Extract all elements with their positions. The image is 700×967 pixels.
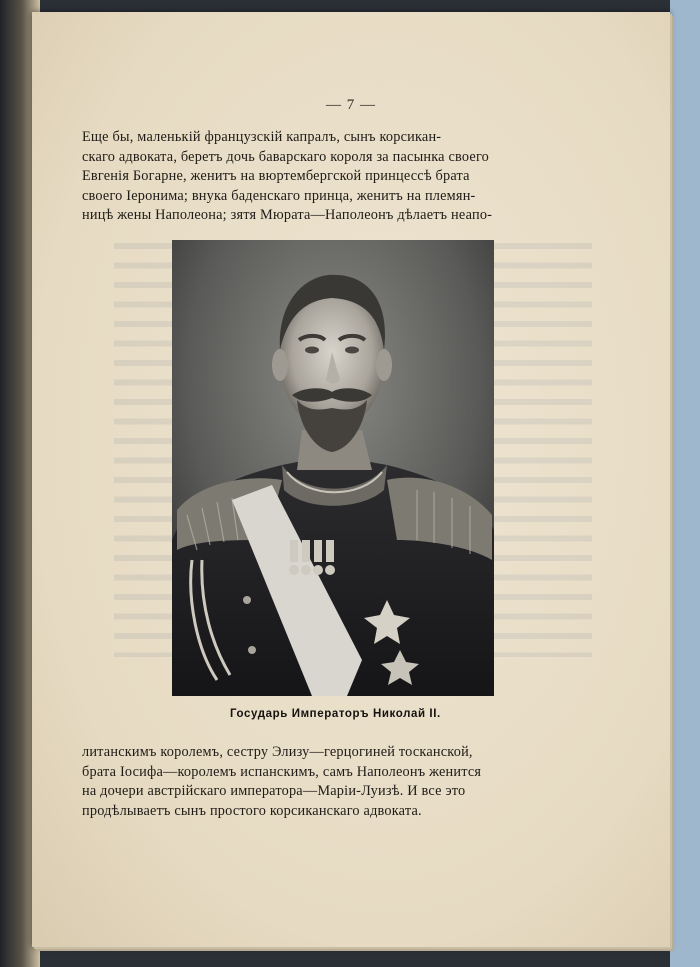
- portrait-caption: Государь Императоръ Николай II.: [230, 708, 441, 720]
- portrait-photo: [172, 240, 494, 696]
- portrait-photo-icon: [172, 240, 494, 696]
- text-line: ницѣ жены Наполеона; зятя Мюрата—Наполеонъ дѣлаетъ неапо-: [82, 207, 493, 223]
- page-number: — 7 —: [326, 97, 376, 113]
- text-line: скаго адвоката, беретъ дочь баварскаго короля за пасынка своего: [82, 148, 489, 165]
- text-line: на дочери австрійскаго императора—Маріи-Луизѣ. И все это: [82, 783, 466, 799]
- text-line: Еще бы, маленькій французскій капралъ, сынъ корсикан-: [82, 129, 442, 145]
- text-line: продѣлываетъ сынъ простого корсиканскаго адвоката.: [82, 802, 422, 819]
- book-page: [32, 12, 670, 947]
- text-line: литанскимъ королемъ, сестру Элизу—герцогиней тосканской,: [82, 744, 473, 760]
- background-surface: [670, 0, 700, 967]
- text-line: брата Іосифа—королемъ испанскимъ, самъ Наполеонъ женится: [82, 763, 482, 780]
- text-line: своего Іеронима; внука баденскаго принца, женитъ на племян-: [82, 187, 476, 204]
- top-paragraph: [82, 128, 560, 226]
- text-line: Евгенія Богарне, женитъ на вюртембергской принцессѣ брата: [82, 168, 470, 184]
- bottom-paragraph: [82, 743, 560, 821]
